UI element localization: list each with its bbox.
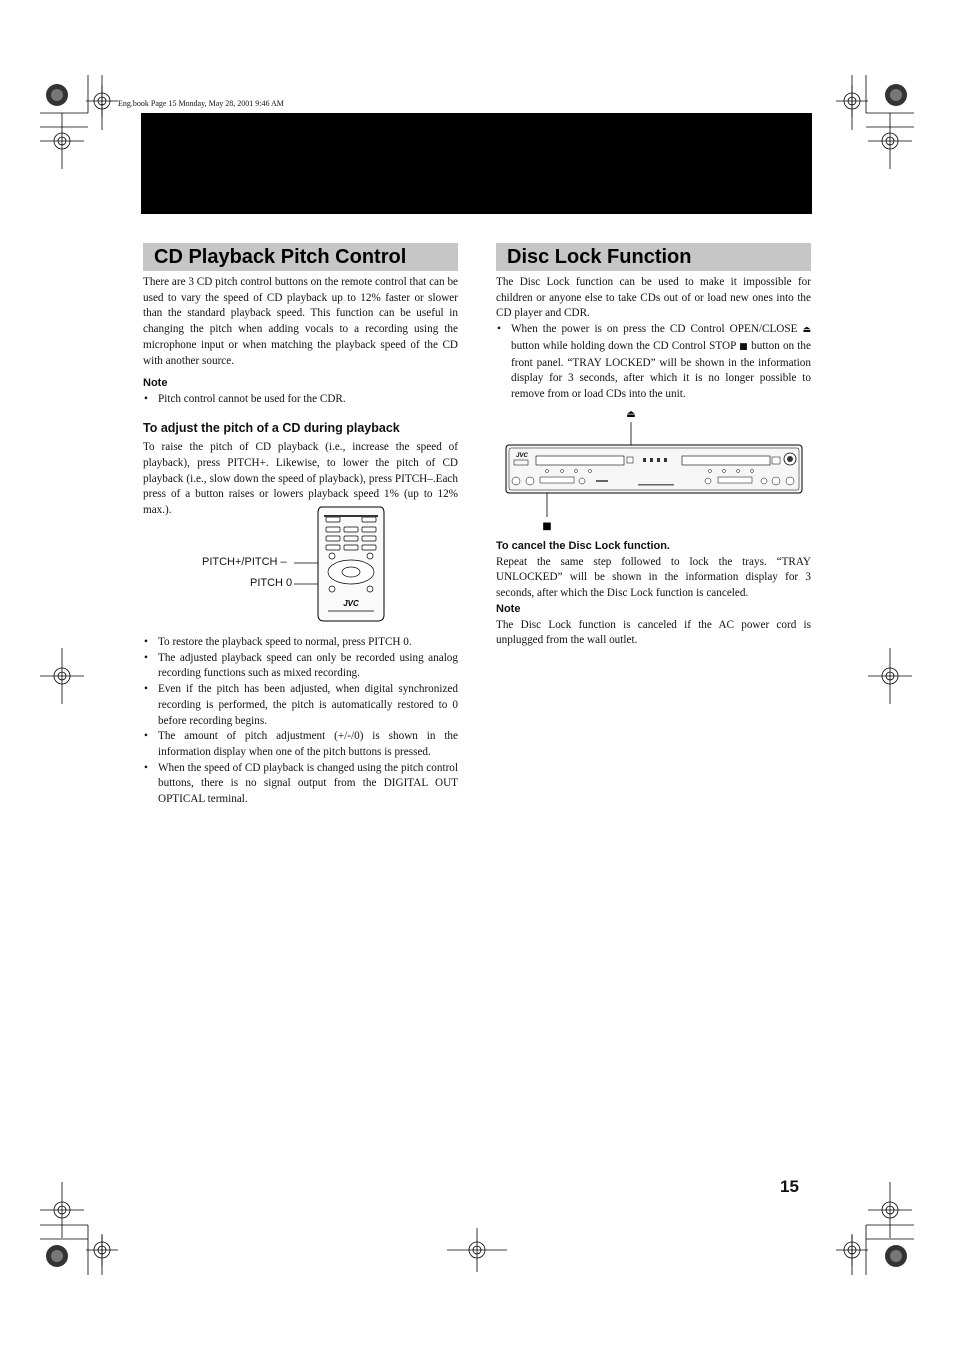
note-heading: Note [496, 602, 521, 615]
right-column-top [496, 275, 811, 403]
page-number: 15 [780, 1177, 799, 1196]
left-bullets-block [143, 635, 458, 808]
list-item: • The adjusted playback speed can only be recorded using analog recording functions such as mixed recording. [143, 651, 458, 682]
label-pitch-plus-minus: PITCH+/PITCH – [202, 556, 287, 568]
list-item: • When the speed of CD playback is changed using the pitch control buttons, there is no signal output from the DIGITAL OUT OPTICAL terminal. [143, 761, 458, 808]
eject-icon: ⏏ [802, 325, 811, 336]
list-item: • Even if the pitch has been adjusted, when digital synchronized recording is performed, the pitch is automatically restored to 0 before recording begins. [143, 682, 458, 729]
stop-icon: ■ [542, 521, 552, 532]
right-column-bottom [496, 539, 811, 649]
note-heading: Note [143, 377, 168, 390]
section-title-disc-lock: Disc Lock Function [496, 243, 811, 271]
note-list [143, 392, 458, 408]
section-title-pitch: CD Playback Pitch Control [143, 243, 458, 271]
pitch-bullets [143, 635, 458, 808]
panel-brand: JVC [516, 453, 528, 459]
print-info: Eng.book Page 15 Monday, May 28, 2001 9:46 AM [118, 99, 284, 108]
eject-icon: ⏏ [626, 409, 636, 420]
remote-brand: JVC [343, 599, 359, 608]
list-item: • When the power is on press the CD Control OPEN/CLOSE ⏏ button while holding down the CD Control STOP ■ button on the front panel. “TRAY LOCKED” will be shown in the information display for 3 seconds, after which it is no longer possible to remove from or load CDs into the unit. [496, 322, 811, 403]
list-item: • To restore the playback speed to normal, press PITCH 0. [143, 635, 458, 651]
pitch-instructions: To raise the pitch of CD playback (i.e., increase the speed of playback), press PITCH+. Likewise, to lower the pitch of CD playback (i.e., slow down the speed of playback), press PITCH–.Each press of a button raises or lowers playback speed 1% (up to 12% max.). [143, 441, 458, 517]
pitch-intro: There are 3 CD pitch control buttons on the remote control that can be used to vary the speed of CD playback up to 12% faster or slower than the standard playback speed. This function can be useful in changing the pitch when adding vocals to a recording using the microphone input or when matching the playback speed of the CD with another source. [143, 276, 458, 367]
disc-lock-intro: The Disc Lock function can be used to make it impossible for children or anyone else to take CDs out of or load new ones into the CD player and CDR. [496, 276, 811, 320]
pitch-subheading: To adjust the pitch of a CD during playback [143, 420, 400, 435]
list-item: • The amount of pitch adjustment (+/-/0) is shown in the information display when one of the pitch buttons is pressed. [143, 729, 458, 760]
chapter-banner [141, 113, 812, 214]
left-column [143, 275, 458, 519]
cancel-heading: To cancel the Disc Lock function. [496, 540, 670, 552]
list-item: • Pitch control cannot be used for the CDR. [143, 392, 458, 408]
stop-icon: ■ [739, 341, 748, 352]
cancel-text: Repeat the same step followed to lock the trays. “TRAY UNLOCKED” will be shown in the information display for 3 seconds, after which the Disc Lock function is canceled. [496, 555, 811, 600]
disc-lock-note: The Disc Lock function is canceled if the AC power cord is unplugged from the wall outlet. [496, 618, 811, 647]
front-panel-diagram [500, 405, 810, 535]
label-pitch-zero: PITCH 0 [250, 577, 293, 589]
disc-lock-steps [496, 322, 811, 403]
remote-control-illustration [294, 505, 386, 623]
